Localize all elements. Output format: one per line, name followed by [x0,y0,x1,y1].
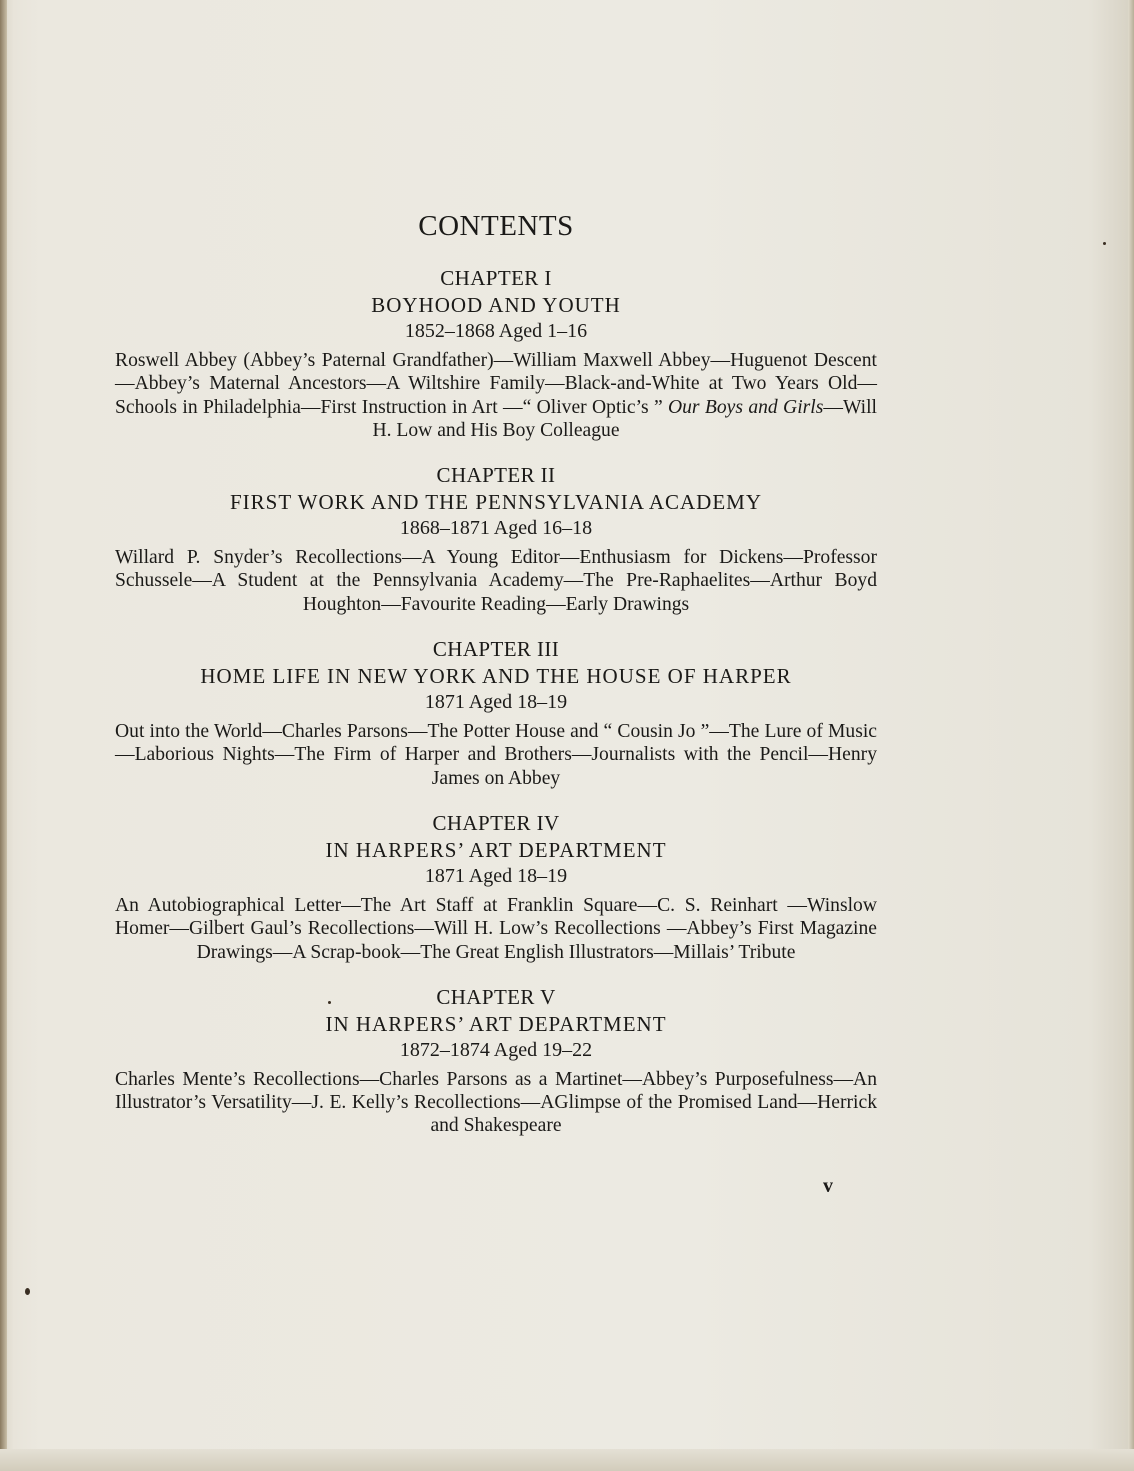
chapter-dates: 1872–1874 Aged 19–22 [399,1038,593,1061]
chapter-summary: Charles Mente’s Recollections—Charles Parsons as a Martinet—Abbey’s Purposefulness—An Illustrator’s Versatility—J. E. Kelly’s Recollections—AGlimpse of the Promised Land—Herrick and Shakespeare [115,1068,877,1137]
page-right-edge [1128,0,1134,1471]
chapter-entry-3 [115,636,877,790]
page-title: CONTENTS [418,210,574,242]
page-number: v [823,1175,834,1197]
chapter-summary: Willard P. Snyder’s Recollections—A Young Editor—Enthusiasm for Dickens—Professor Schussele—A Student at the Pennsylvania Academy—The Pre-Raphaelites—Arthur Boyd Houghton—Favourite Reading—Early Drawings [115,547,877,615]
chapter-summary: Out into the World—Charles Parsons—The Potter House and “ Cousin Jo ”—The Lure of Music—Laborious Nights—The Firm of Harper and Brothers—Journalists with the Pencil—Henry James on Abbey [115,721,877,789]
chapter-number: CHAPTER IV [432,810,560,835]
page-left-edge [0,0,7,1471]
contents-page [115,208,877,1158]
paper-speck [1103,242,1106,245]
chapter-dates: 1871 Aged 18–19 [424,864,568,887]
chapter-summary: An Autobiographical Letter—The Art Staff at Franklin Square—C. S. Reinhart —Winslow Homer—Gilbert Gaul’s Recollections—Will H. Low’s Recollections —Abbey’s First Magazine Drawings—A Scrap-book—The Great English Illustrators—Millais’ Tribute [115,894,877,963]
chapter-number: CHAPTER I [440,266,552,290]
page-bottom-edge [0,1449,1134,1471]
chapter-number: CHAPTER V [436,984,556,1009]
chapter-entry-4 [115,810,877,964]
chapter-dates: 1852–1868 Aged 1–16 [404,320,588,342]
chapter-summary [115,349,877,442]
chapter-dates: 1868–1871 Aged 16–18 [399,517,593,540]
paper-speck [25,1288,30,1295]
chapter-entry-1 [115,265,877,442]
chapter-entry-5 [115,984,877,1138]
chapter-title: FIRST WORK AND THE PENNSYLVANIA ACADEMY [230,490,762,515]
chapter-summary-text-end: —Will H. Low and His Boy Colleague [372,396,877,441]
chapter-title: IN HARPERS’ ART DEPARTMENT [325,1011,667,1036]
chapter-title: BOYHOOD AND YOUTH [371,293,621,317]
chapter-dates: 1871 Aged 18–19 [424,691,568,714]
chapter-summary-italic: Our Boys and Girls [667,396,824,418]
chapter-title: HOME LIFE IN NEW YORK AND THE HOUSE OF HARPER [200,664,792,689]
chapter-title: IN HARPERS’ ART DEPARTMENT [325,837,667,862]
chapter-number: CHAPTER II [436,463,556,488]
chapter-summary-text: Roswell Abbey (Abbey’s Paternal Grandfather)—William Maxwell Abbey—Huguenot Descent—Abbey’s Maternal Ancestors—A Wiltshire Family—Black-and-White at Two Years Old—Schools in Philadelphia—First Instruction in Art —“ Oliver Optic’s ” [115,350,877,418]
chapter-number: CHAPTER III [432,637,560,662]
chapter-entry-2 [115,462,877,616]
